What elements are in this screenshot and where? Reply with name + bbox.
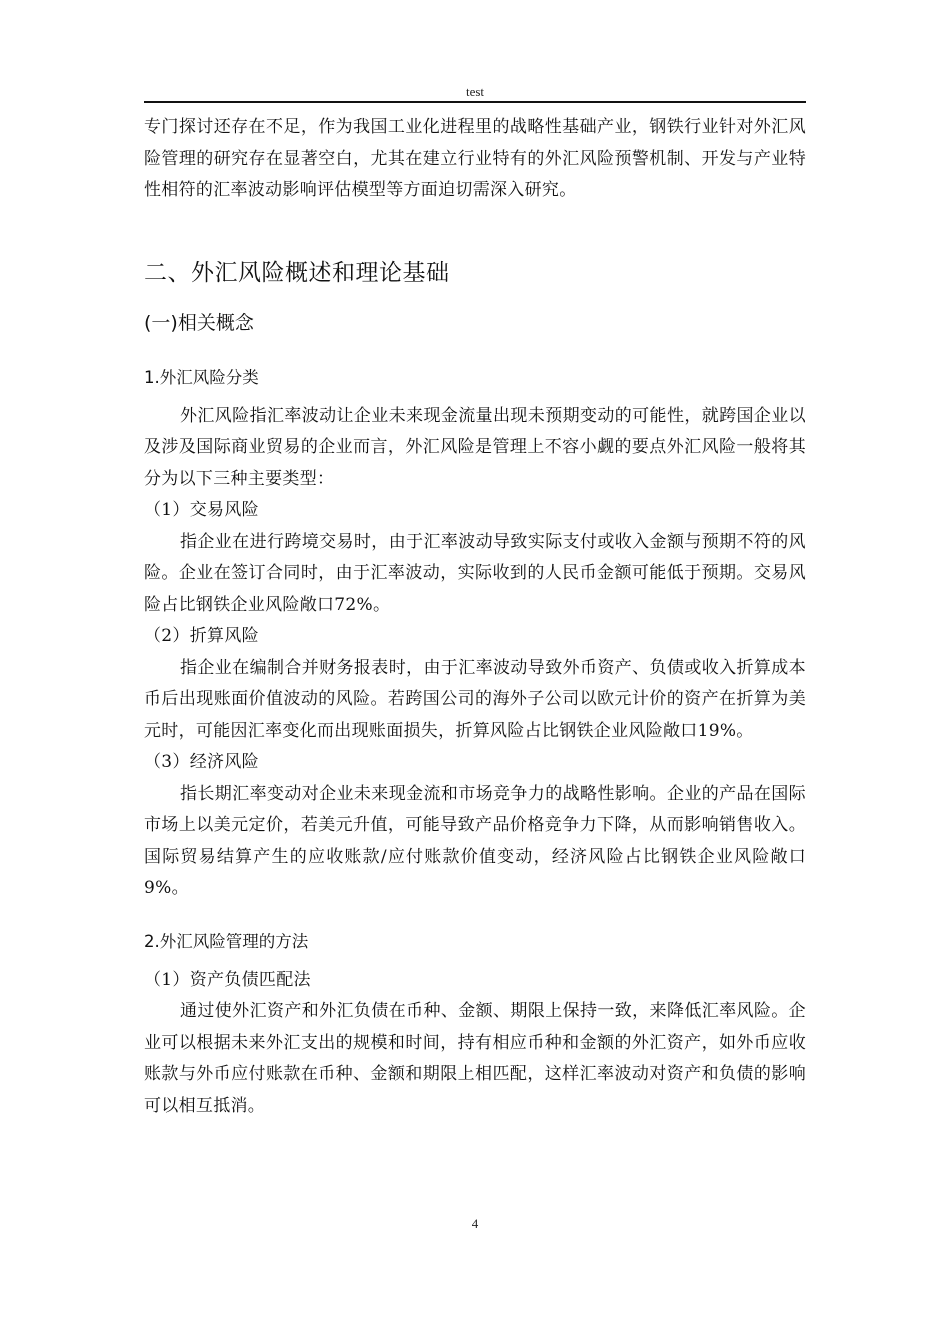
risk-type-label: （1）交易风险 [144, 500, 259, 520]
intro-paragraph: 专门探讨还存在不足，作为我国工业化进程里的战略性基础产业，钢铁行业针对外汇风险管理的研究存在显著空白，尤其在建立行业特有的外汇风险预警机制、开发与产业特性相符的汇率波动影响评估模型等方面迫切需深入研究。 [144, 117, 806, 200]
risk-type-label: （3）经济风险 [144, 752, 259, 772]
header-rule [144, 101, 806, 103]
item1-title: 1.外汇风险分类 [144, 367, 259, 387]
section-title: 二、外汇风险概述和理论基础 [144, 259, 450, 286]
risk-type-text: 指长期汇率变动对企业未来现金流和市场竞争力的战略性影响。企业的产品在国际市场上以美元定价，若美元升值，可能导致产品价格竞争力下降，从而影响销售收入。国际贸易结算产生的应收账款/应付账款价值变动，经济风险占比钢铁企业风险敞口9%。 [144, 783, 806, 898]
risk-type-text: 指企业在进行跨境交易时，由于汇率波动导致实际支付或收入金额与预期不符的风险。企业在签订合同时，由于汇率波动，实际收到的人民币金额可能低于预期。交易风险占比钢铁企业风险敞口72%。 [144, 531, 806, 615]
item1-paragraph: 外汇风险指汇率波动让企业未来现金流量出现未预期变动的可能性，就跨国企业以及涉及国际商业贸易的企业而言，外汇风险是管理上不容小觑的要点外汇风险一般将其分为以下三种主要类型： [144, 405, 806, 489]
page-header: test [465, 84, 485, 99]
subsection-title: (一)相关概念 [144, 311, 254, 334]
document-body [144, 112, 806, 1122]
page-number: 4 [471, 1216, 479, 1231]
risk-type-label: （2）折算风险 [144, 626, 259, 646]
risk-type-text: 指企业在编制合并财务报表时，由于汇率波动导致外币资产、负债或收入折算成本币后出现账面价值波动的风险。若跨国公司的海外子公司以欧元计价的资产在折算为美元时，可能因汇率变化而出现账面损失，折算风险占比钢铁企业风险敞口19%。 [144, 657, 806, 741]
method-text: 通过使外汇资产和外汇负债在币种、金额、期限上保持一致，来降低汇率风险。企业可以根据未来外汇支出的规模和时间，持有相应币种和金额的外汇资产，如外币应收账款与外币应付账款在币种、金额和期限上相匹配，这样汇率波动对资产和负债的影响可以相互抵消。 [144, 1001, 806, 1116]
method-label: （1）资产负债匹配法 [144, 969, 311, 990]
item2-title: 2.外汇风险管理的方法 [144, 931, 309, 951]
